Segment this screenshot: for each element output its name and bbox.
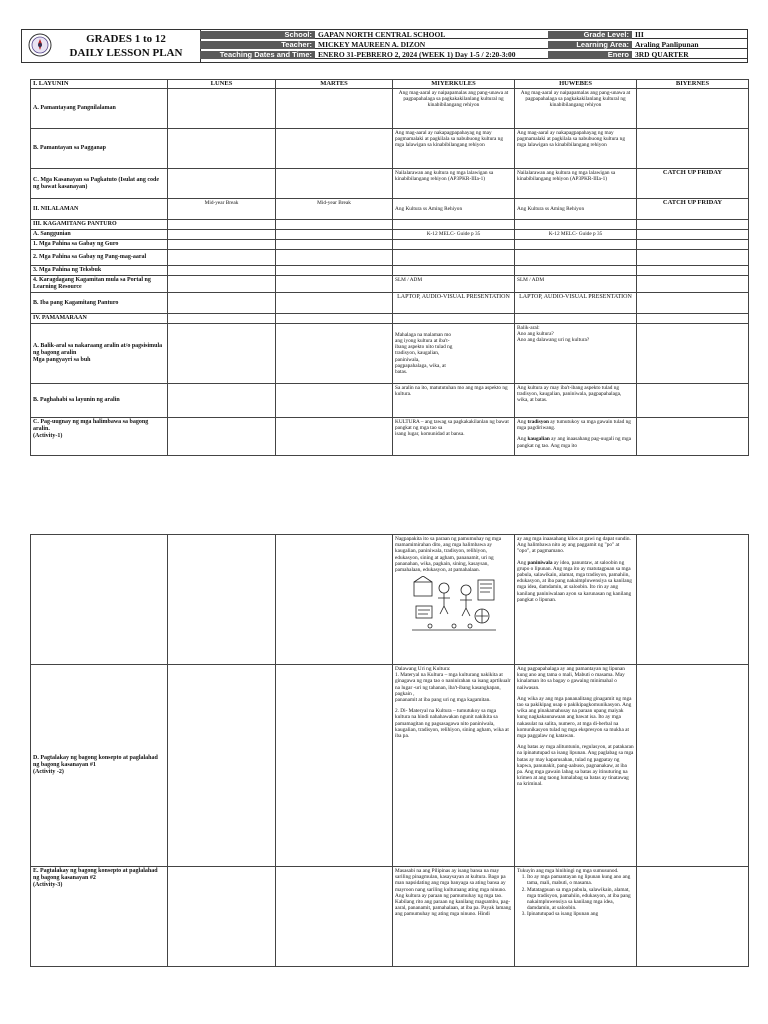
row-label-continued bbox=[31, 535, 168, 665]
school-value: GAPAN NORTH CENTRAL SCHOOL bbox=[315, 31, 548, 39]
cell-thu-gabay-guro: K-12 MELC- Guide p 35 bbox=[515, 230, 637, 240]
thu-batas-text: Ang batas ay mga alituntunin, regulasyon, at patakaran na ipinatutupad sa isang lipunan. Ang paglabag sa mga batas ay may kaparusahan, tulad ng pagpatay ng kapwa, panunakit, pang-aabuso, pagnanakaw, at iba pa. Ang mga gawain labag sa batas ay itinuturing na krimen at ang taong lumalabag sa batas ay tinatawag na kriminal. bbox=[517, 744, 634, 788]
catch-up-friday-1: CATCH UP FRIDAY bbox=[637, 169, 749, 199]
row-label-pamantayan-pagganap: B. Pamantayan sa Pagganap bbox=[31, 129, 168, 169]
row-label-kasanayan: C. Mga Kasanayan sa Pagkatuto (Isulat ang code ng bawat kasanayan) bbox=[31, 169, 168, 199]
cell-wed-pamantayang-pangnilalaman: Ang mag-aaral ay naipapamalas ang pang-unawa at pagpapahalaga sa pagkakakilanlang kultural ng kinabibilangang rehiyon bbox=[393, 89, 515, 129]
list-item: 2. Matatagpuan sa mga pabula, salawikain, alamat, mga tradisyon, pamahiin, edukasyon, at iba pang nakaimpluwensiya sa kanilang mga idea, damdamin, at saloobin. bbox=[527, 887, 634, 912]
dates-value: ENERO 31-PEBRERO 2, 2024 (WEEK 1) Day 1-5 / 2:20-3:00 bbox=[315, 51, 548, 59]
cell-wed-nilalaman: Ang Kultura ss Aming Rehiyon bbox=[393, 199, 515, 220]
school-label: School: bbox=[200, 31, 315, 39]
wed-di-materyal-text: 2. Di- Materyal na Kultura – tumutukoy sa mga kultura na hindi nahahawakan ngunit nakikita sa pamamagitan ng pagsasagawa nito paniniwala, kaugalian, tradisyon, relihiyon, sining agham, wika at iba pa. bbox=[395, 708, 509, 740]
teacher-label: Teacher: bbox=[200, 41, 315, 49]
cell-wed-portal: SLM / ADM bbox=[393, 276, 515, 293]
col-header-lunes: LUNES bbox=[168, 80, 276, 89]
row-label-pamantayang-pangnilalaman: A. Pamantayang Pangnilalaman bbox=[31, 89, 168, 129]
culture-illustration-icon bbox=[410, 576, 498, 634]
cell-mon-midyear: Mid-year Break bbox=[168, 199, 276, 220]
row-label-pamamaraan: IV. PAMAMARAAN bbox=[31, 314, 168, 324]
cell-wed-continued bbox=[393, 535, 515, 665]
col-header-martes: MARTES bbox=[276, 80, 393, 89]
row-label-sanggunian: A. Sanggunian bbox=[31, 230, 168, 240]
thu-tukuyin-text: Tukuyin ang mga hinihingi ng mga sumusunod. bbox=[517, 868, 619, 874]
cell-wed-balik-aral: Mahalaga na malaman mo ang iyong kultura at iba't- ibang aspekto nito tulad ng tradisyon, kaugalian, paniniwala, pagpapahalaga, wika, at batas. bbox=[393, 324, 515, 384]
cell-wed-pagtalakay-1 bbox=[393, 665, 515, 867]
doc-title-line2: DAILY LESSON PLAN bbox=[69, 47, 183, 59]
row-label-pagtalakay-2: E. Pagtalakay ng bagong konsepto at paglalahad ng bagong kasanayan #2 (Activity-3) bbox=[31, 867, 168, 967]
row-label-portal: 4. Karagdagang Kagamitan mula sa Portal ng Learning Resource bbox=[31, 276, 168, 293]
cell-wed-paghahabi: Sa aralin na ito, matututuhan mo ang mga aspekto ng kultura. bbox=[393, 384, 515, 418]
catch-up-friday-2: CATCH UP FRIDAY bbox=[637, 199, 749, 220]
cell-thu-pagtalakay-2 bbox=[515, 867, 637, 967]
row-label-nilalaman: II. NILALAMAN bbox=[31, 199, 168, 220]
lesson-plan-table-page2 bbox=[30, 534, 749, 967]
cell-thu-paghahabi: Ang kultura ay may iba't-ibang aspekto tulad ng tradisyon, kaugalian, paniniwala, pagpapahalaga, wika, at batas. bbox=[515, 384, 637, 418]
row-label-pag-uugnay: C. Pag-uugnay ng mga halimbawa sa bagong aralin. (Activity-1) bbox=[31, 418, 168, 456]
grade-label: Grade Level: bbox=[548, 31, 632, 39]
list-item: 1. Ito ay mga pamantayan ng lipunan kung ano ang tama, mali, mabuti, o masama. bbox=[527, 874, 634, 886]
wed-cont-text: Nagpapakita ito sa paraan ng pamumuhay ng mga mamamimirahan dito, ang mga halimbawa ay kaugalian, paniniwala, tradisyon, relihiyon, edukasyon, sining at agham, pananamit, uri ng pananahan, wika, pagkain, sining, kasaysan, pamahalaan, edukasyon, at pamahalaan. bbox=[395, 536, 502, 574]
row-label-paghahabi: B. Paghahabi sa layunin ng aralin bbox=[31, 384, 168, 418]
thu-tukuyin-list bbox=[517, 874, 634, 917]
quarter-value: 3RD QUARTER bbox=[632, 51, 747, 59]
row-label-gabay-guro: 1. Mga Pahina sa Gabay ng Guro bbox=[31, 240, 168, 250]
grade-value: III bbox=[632, 31, 747, 39]
col-header-huwebes: HUWEBES bbox=[515, 80, 637, 89]
cell-wed-kasanayan: Nailalarawan ang kultura ng mga lalawigan sa kinabibilangang rehiyon (AP3PKR-IIIa-1) bbox=[393, 169, 515, 199]
cell-thu-iba-kagamitan: LAPTOP, AUDIO-VISUAL PRESENTATION bbox=[515, 293, 637, 314]
cell-thu-portal: SLM / ADM bbox=[515, 276, 637, 293]
area-label: Learning Area: bbox=[548, 41, 632, 49]
thu-wika-text: Ang wika ay ang mga pananalitang ginagamit ng mga tao sa pakikipag usap o pakikipagkomunikasyon. Ang wika ang pinakamahusay na paraan upang maiyak kung nagkakaunawaan ang bawat isa. Ito ay mga nakasulat na salita, numero, at mga di-berbal na komunikasyon tulad ng mga ekspresyon sa mukha at mga paggalaw ng katawan. bbox=[517, 695, 632, 740]
cell-thu-pamantayang-pangnilalaman: Ang mag-aaral ay naipapamalas ang pang-unawa at pagpapahalaga sa pagkakakilanlang kultural ng kinabibilangang rehiyon bbox=[515, 89, 637, 129]
doc-title-line1: GRADES 1 to 12 bbox=[86, 33, 166, 45]
cell-thu-pag-uugnay bbox=[515, 418, 637, 456]
row-label-pagtalakay-1: D. Pagtalakay ng bagong konsepto at paglalahad ng bagong kasanayan #1 (Activity -2) bbox=[31, 665, 168, 867]
row-label-gabay-mag-aaral: 2. Mga Pahina sa Gabay ng Pang-mag-aaral bbox=[31, 250, 168, 266]
cell-thu-pagtalakay-1 bbox=[515, 665, 637, 867]
thu-tradisyon-text: Ang tradisyon ay tumutukoy sa mga gawain tulad ng mga pagdiriwang. bbox=[517, 419, 631, 432]
cell-wed-iba-kagamitan: LAPTOP, AUDIO-VISUAL PRESENTATION bbox=[393, 293, 515, 314]
col-header-biyernes: BIYERNES bbox=[637, 80, 749, 89]
cell-wed-gabay-guro: K-12 MELC- Guide p 35 bbox=[393, 230, 515, 240]
lesson-plan-table-page1 bbox=[30, 79, 749, 456]
row-label-iba-pang-kagamitan: B. Iba pang Kagamitang Panturo bbox=[31, 293, 168, 314]
cell-thu-balik-aral: Balik-aral: Ano ang kultura? Ano ang dalawang uri ng kultura? bbox=[515, 324, 637, 384]
cell-thu-pamantayan-pagganap: Ang mag-aaral ay nakapagpapahayag ng may pagmamalaki at pagkilala sa nabubuong kultura ng mga lalawigan sa kinabibilangang rehiyon bbox=[515, 129, 637, 169]
col-header-miyerkules: MIYERKULES bbox=[393, 80, 515, 89]
col-header-layunin: I. LAYUNIN bbox=[31, 80, 168, 89]
deped-seal-icon bbox=[28, 33, 52, 57]
row-label-kagamitang-panturo: III. KAGAMITANG PANTURO bbox=[31, 220, 168, 230]
cell-wed-pag-uugnay: KULTURA – ang tawag sa pagkakakilanlan ng bawat pangkat ng mga tao sa isang lugar, komunidad at bansa. bbox=[393, 418, 515, 456]
dates-label: Teaching Dates and Time: bbox=[200, 51, 315, 59]
area-value: Araling Panlipunan bbox=[632, 41, 747, 49]
thu-paniniwala-text: Ang paniniwala ay idea, panuntaw, at saloobin ng grupo o lipunan. Ang mga ito ay matutagpuan sa mga pabula, salawikain, alamat, mga tradisyon, pamahiin, edukasyon, at iba pang nakaimpluwensiya sa kanilang mga idea, damdamin, at saloobin. Ito rin ay ang kanilang paniniwalaan ayon sa karunasan ng kanilang pangkat o lipunan. bbox=[517, 559, 632, 603]
cell-wed-pagtalakay-2: Masasabi na ang Pilipinas ay isang bansa na may sariling pinagmulan, kasaysayan at kultura. Bago pa man napsidating ang mga banyaga sa ating bansa ay mayroon nang sariling kulturaang ating mga ninuno. Ang kultura ay paraan ng pamumuhay ng mga tao. Kabilang rito ang paraan ng kanilang magsambu, pag-aaral, pananamit, pamahalaan, at iba pa. Payak lamang ang pamumuhay ng ating mga ninuno. Hindi bbox=[393, 867, 515, 967]
row-label-balik-aral: A. Balik-aral sa nakaraang aralin at/o pagsisimula ng bagong aralin Mga pangyayri sa buh bbox=[31, 324, 168, 384]
thu-kaugalian-text: Ang kaugalian ay ang inaasahang pag-uugali ng mga pangkat ng tao. Ang mga ito bbox=[517, 436, 632, 449]
thu-pagpapahalaga-text: Ang pagpapahalaga ay ang pamantayan ng lipunan kung ano ang tama o mali, Mabuti o masama. May kinalaman ito sa bagay o gawaing minimahal o naiiwasan. bbox=[517, 666, 625, 691]
header-title-block bbox=[22, 30, 201, 62]
cell-thu-kasanayan: Nailalarawan ang kultura ng mga lalawigan sa kinabibilangang rehiyon (AP3PKR-IIIa-1) bbox=[515, 169, 637, 199]
teacher-value: MICKEY MAUREEN A. DIZON bbox=[315, 41, 548, 49]
thu-cont-text-1: ay ang mga inaasahang kilos at gawi ng dapat sundin. Ang halimbawa nito ay ang paggamit ng "po" at "opo", at pagmamano. bbox=[517, 536, 631, 555]
quarter-label: Enero bbox=[548, 51, 632, 59]
cell-thu-continued bbox=[515, 535, 637, 665]
cell-thu-nilalaman: Ang Kultura ss Aming Rehiyon bbox=[515, 199, 637, 220]
row-label-teksbuk: 3. Mga Pahina ng Teksbuk bbox=[31, 266, 168, 276]
cell-tue-midyear: Mid-year Break bbox=[276, 199, 393, 220]
cell-wed-pamantayan-pagganap: Ang mag-aaral ay nakapagpapahayag ng may pagmamalaki at pagkilala sa nabubuong kultura ng mga lalawigan sa kinabibilangang rehiyon bbox=[393, 129, 515, 169]
wed-dalawang-uri-text: Dalawang Uri ng Kultura: 1. Materyal na Kultura – mga kulturang nakikita at ginagawa ng mga tao o naninirahan sa isang aprtikualr na lugar -uri ng tahanan, iba't-ibang kasangkapan, pagkain , pananamit at iba pang uri ng mga kagamitan. bbox=[395, 666, 511, 704]
list-item: 3. Ipinatutupad sa isang lipunan ang bbox=[527, 911, 634, 917]
